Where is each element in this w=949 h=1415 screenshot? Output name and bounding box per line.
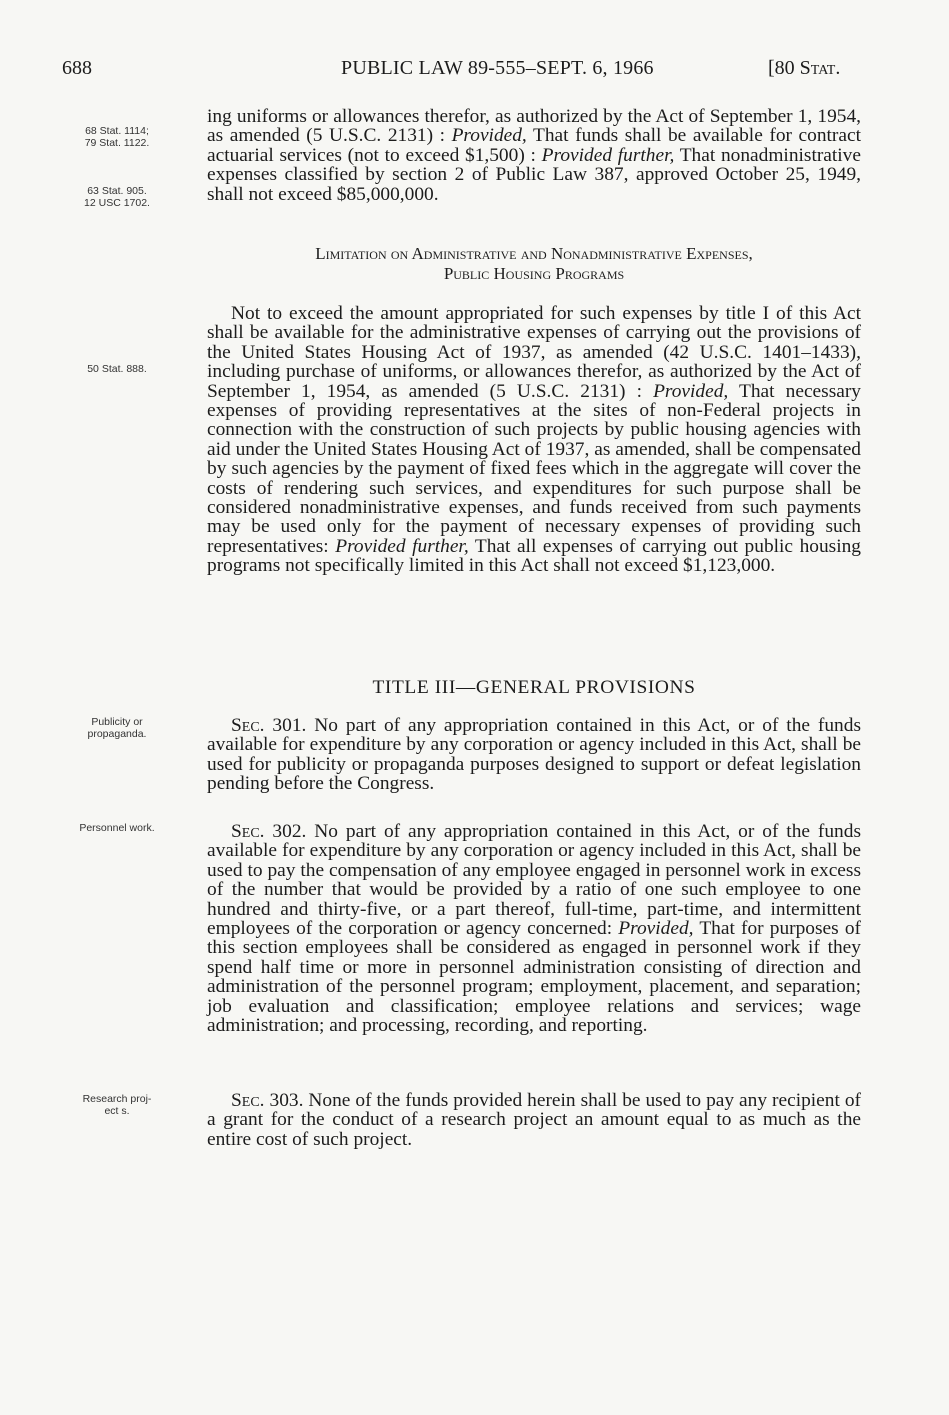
running-title: PUBLIC LAW 89-555–SEPT. 6, 1966 — [341, 57, 654, 79]
title-heading: TITLE III—GENERAL PROVISIONS — [372, 677, 696, 698]
section-301: Sec. 301. No part of any appropriation contained in this Act, or of the funds available for expenditure by any corporation or agency included in this Act, shall be used for publicity or propaganda purposes designed to support or defeat legislation pending before the Congress. — [207, 715, 861, 795]
section-heading: Limitation on Administrative and Nonadministrative Expenses, Public Housing Programs — [315, 244, 753, 283]
margin-note-housing-act-citation: 50 Stat. 888. — [87, 363, 147, 375]
paragraph-continuation: ing uniforms or allowances therefor, as authorized by the Act of September 1, 1954, as amended (5 U.S.C. 2131) : Provided, That funds shall be available for contract actuarial services (not to exceed $1,500) : Provided further, That nonadministrative expenses classified by section 2 of Public Law 387, approved October 25, 1949, shall not exceed $85,000,000. — [207, 106, 861, 205]
section-303: Sec. 303. None of the funds provided herein shall be used to pay any recipient of a grant for the conduct of a research project an amount equal to as much as the entire cost of such project. — [207, 1090, 861, 1150]
margin-note-research-projects: Research proj- ect s. — [82, 1093, 152, 1117]
paragraph-limitation: Not to exceed the amount appropriated for such expenses by title I of this Act shall be available for the administrative expenses of carrying out the provisions of the United States Housing Act of 1937, as amended (42 U.S.C. 1401–1433), including purchase of uniforms, or allowances therefor, as authorized by the Act of September 1, 1954, as amended (5 U.S.C. 2131) : Provided, That necessary expenses of providing representatives at the sites of non-Federal projects in connection with the construction of such projects by public housing agencies with aid under the United States Housing Act of 1937, as amended, shall be compensated by such agencies by the payment of fixed fees which in the aggregate will cover the costs of rendering such services, and expenditures for such purpose shall be considered nonadministrative expenses, and funds received from such payments may be used only for the payment of necessary expenses of providing such representatives: Provided further, That all expenses of carrying out public housing programs not specifically limited in this Act shall not exceed $1,123,000. — [207, 303, 862, 577]
volume-reference: [80 Stat. — [768, 57, 841, 79]
section-302: Sec. 302. No part of any appropriation contained in this Act, or of the funds available for expenditure by any corporation or agency included in this Act, shall be used to pay the compensation of any employee engaged in personnel work in excess of the number that would be provided by a ratio of one such employee to one hundred and thirty-five, or a part thereof, full-time, part-time, and intermittent employees of the corporation or agency concerned: Provided, That for purposes of this section employees shall be considered as engaged in personnel work if they spend half time or more in personnel administration consisting of direction and administration of the personnel program; employment, placement, and separation; job evaluation and classification; employee relations and services; wage administration; and processing, recording, and reporting. — [207, 821, 861, 1037]
margin-note-personnel-work: Personnel work. — [79, 822, 155, 834]
margin-note-usc-citation: 63 Stat. 905. 12 USC 1702. — [84, 185, 150, 209]
margin-note-publicity: Publicity or propaganda. — [87, 716, 147, 740]
margin-note-statute-citation: 68 Stat. 1114; 79 Stat. 1122. — [84, 125, 150, 149]
page-number: 688 — [62, 57, 92, 79]
